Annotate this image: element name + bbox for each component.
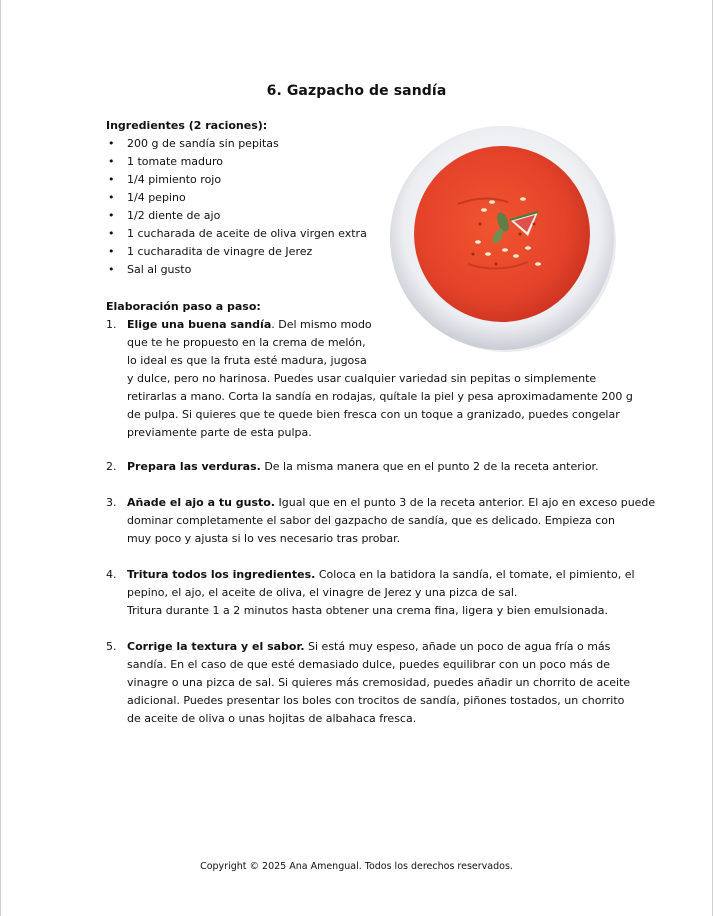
step-text: de aceite de oliva o unas hojitas de albahaca fresca. [127,712,417,725]
step-title: Corrige la textura y el sabor. [127,640,305,653]
list-item [106,207,367,225]
ingredient-text: 1/2 diente de ajo [127,209,221,222]
step-text: De la misma manera que en el punto 2 de la receta anterior. [260,460,599,473]
step-number: 3. [106,496,117,509]
ingredient-text: 1 tomate maduro [127,155,223,168]
ingredient-text: 1/4 pepino [127,191,186,204]
bullet-icon: • [108,155,115,168]
ingredient-text: Sal al gusto [127,263,192,276]
ingredient-text: 1 cucharadita de vinagre de Jerez [127,245,313,258]
ingredient-text: 1/4 pimiento rojo [127,173,222,186]
step-title: Prepara las verduras. [127,460,261,473]
bullet-icon: • [108,227,115,240]
bullet-icon: • [108,263,115,276]
step-text: retirarlas a mano. Corta la sandía en rodajas, quítale la piel y pesa aproximadamente 200 g [127,390,633,403]
ingredients-list [106,135,367,279]
step-text: que te he propuesto en la crema de melón, [127,336,366,349]
list-item [106,189,367,207]
step-text: Si está muy espeso, añade un poco de agua fría o más [304,640,611,653]
step-text: de pulpa. Si quieres que te quede bien fresca con un toque a granizado, puedes congelar [127,408,620,421]
step-text: pepino, el ajo, el aceite de oliva, el vinagre de Jerez y una pizca de sal. [127,586,518,599]
ingredient-text: 200 g de sandía sin pepitas [127,137,279,150]
bullet-icon: • [108,137,115,150]
ingredients-heading: Ingredientes (2 raciones): [106,119,268,132]
bullet-icon: • [108,245,115,258]
list-item [106,153,367,171]
list-item [106,225,367,243]
step-title: Tritura todos los ingredientes. [127,568,316,581]
step-title: Elige una buena sandía [127,318,272,331]
step-number: 5. [106,640,117,653]
step-text: Coloca en la batidora la sandía, el tomate, el pimiento, el [315,568,635,581]
page-edge-left [0,0,1,916]
step-number: 4. [106,568,117,581]
step-text: sandía. En el caso de que esté demasiado dulce, puedes equilibrar con un poco más de [127,658,610,671]
step-number: 1. [106,318,117,331]
step-text: previamente parte de esta pulpa. [127,426,312,439]
steps-heading: Elaboración paso a paso: [106,300,261,313]
ingredient-text: 1 cucharada de aceite de oliva virgen extra [127,227,367,240]
step-text: muy poco y ajusta si lo ves necesario tras probar. [127,532,401,545]
step-text: Tritura durante 1 a 2 minutos hasta obtener una crema fina, ligera y bien emulsionada. [127,604,608,617]
step-number: 2. [106,460,117,473]
step-text: dominar completamente el sabor del gazpacho de sandía, que es delicado. Empieza con [127,514,615,527]
step-text: vinagre o una pizca de sal. Si quieres más cremosidad, puedes añadir un chorrito de aceite [127,676,631,689]
list-item [106,135,367,153]
step-text: y dulce, pero no harinosa. Puedes usar cualquier variedad sin pepitas o simplemente [127,372,597,385]
bullet-icon: • [108,209,115,222]
list-item [106,171,367,189]
bullet-icon: • [108,191,115,204]
list-item [106,261,367,279]
list-item [106,243,367,261]
recipe-title: 6. Gazpacho de sandía [266,83,447,99]
step-text: . Del mismo modo [271,318,372,331]
copyright-footer: Copyright © 2025 Ana Amengual. Todos los derechos reservados. [200,861,513,872]
step-text: adicional. Puedes presentar los boles con trocitos de sandía, piñones tostados, un chorrito [127,694,625,707]
step-text: Igual que en el punto 3 de la receta anterior. El ajo en exceso puede [275,496,656,509]
step-text: lo ideal es que la fruta esté madura, jugosa [127,354,367,367]
step-title: Añade el ajo a tu gusto. [127,496,275,509]
bullet-icon: • [108,173,115,186]
